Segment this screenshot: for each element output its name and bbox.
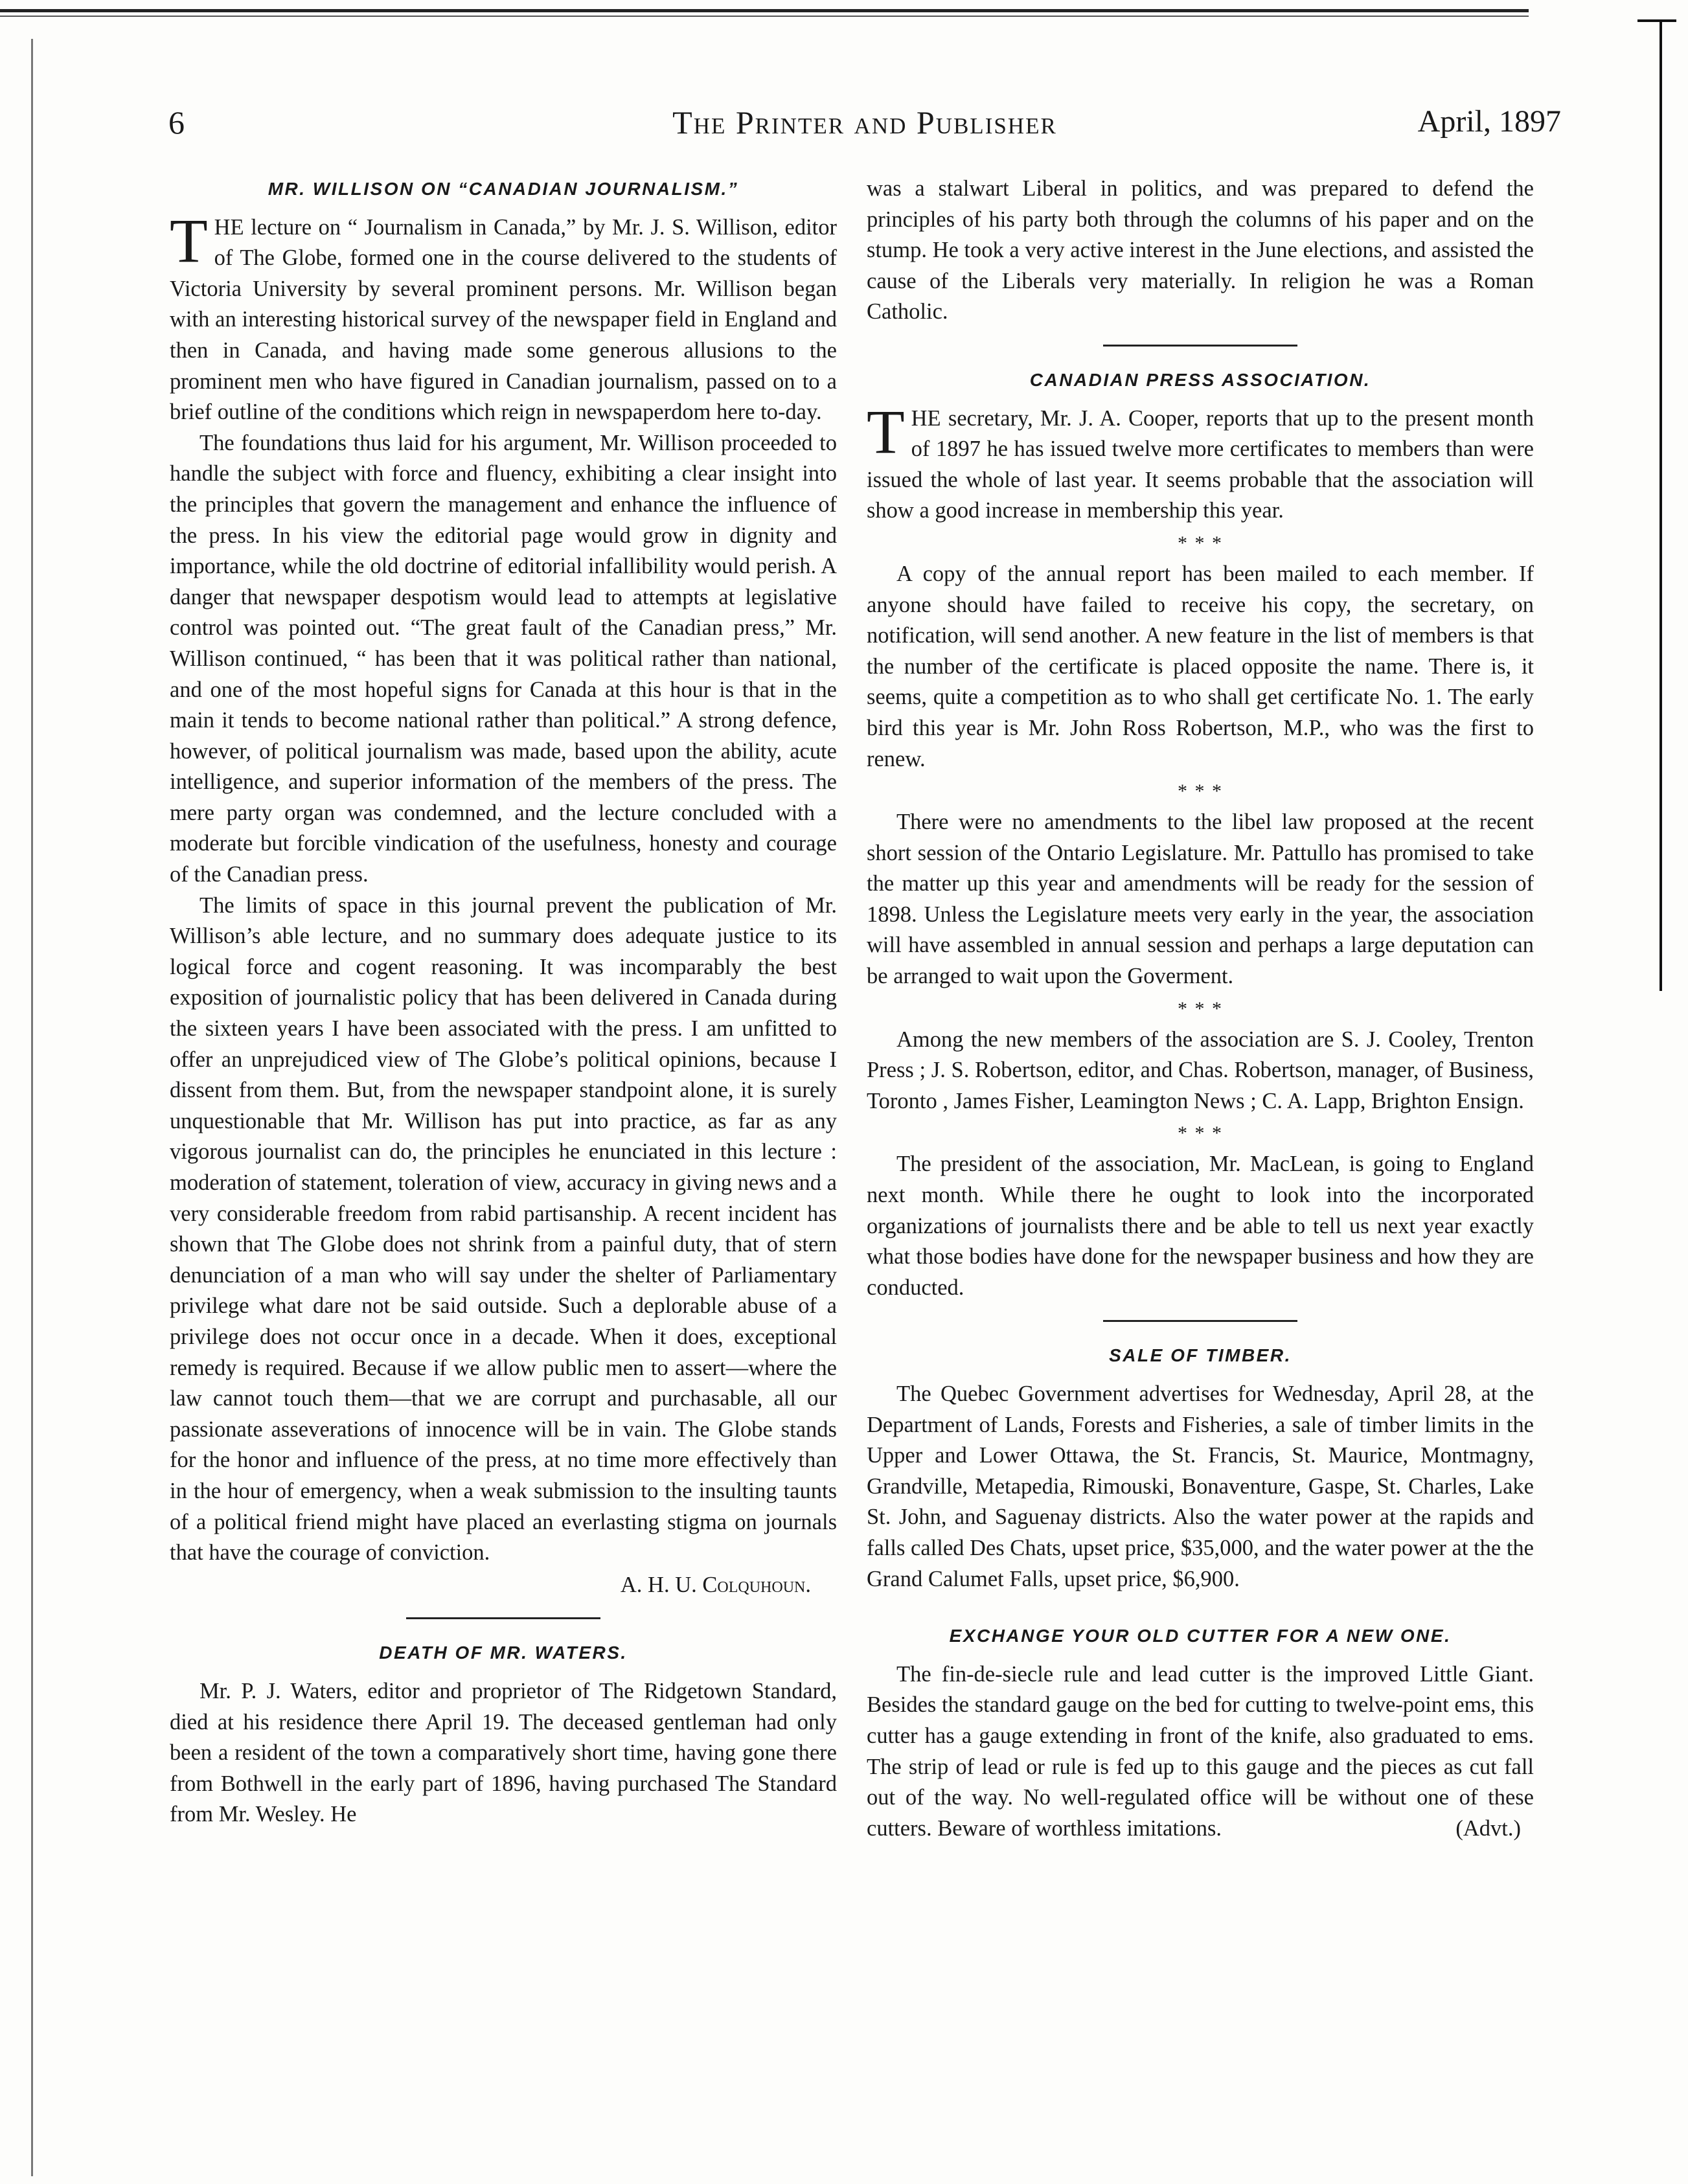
article-paragraph: There were no amendments to the libel law proposed at the recent short session of the Ontario Legislature. Mr. Pattullo has promised to take the matter up this year and amendments will be ready for the session of 1898. Unless the Legislature meets very early in the year, the association will have assembled in annual session and perhaps a large deputation can be arranged to wait upon the Goverment. — [867, 810, 1534, 989]
section-divider — [1103, 345, 1297, 347]
article-paragraph: The foundations thus laid for his argument, Mr. Willison proceeded to handle the subject with force and fluency, exhibiting a clear insight into the principles that govern the management and enhance the influence of the press. In his view the editorial page would grow in dignity and importance, while the old doctrine of editorial infallibility would perish. A danger that newspaper despotism would lead to attempts at legislative control was pointed out. “The great fault of the Canadian press,” Mr. Willison continued, “ has been that it was political rather than national, and one of the most hopeful signs for Canada at this hour is that in the main it tends to become national rather than political.” A strong defence, however, of political journalism was made, based upon the ability, acute intelligence, and superior information of the members of the press. The mere party organ was condemned, and the lecture concluded with a moderate but forcible vindication of the usefulness, honesty and courage of the Canadian press. — [170, 430, 837, 887]
asterism-separator: * * * — [1178, 1122, 1223, 1144]
article-paragraph-continued: was a stalwart Liberal in politics, and was prepared to defend the principles of his party both through the columns of his paper and on the stump. He took a very active interest in the June elections, and assisted the cause of the Liberals very materially. In religion he was a Roman Catholic. — [867, 176, 1534, 324]
section-divider — [1103, 1320, 1297, 1322]
article-heading-willison: MR. WILLISON ON “CANADIAN JOURNALISM.” — [268, 179, 739, 199]
article-paragraph: The Quebec Government advertises for Wednesday, April 28, at the Department of Lands, Forests and Fisheries, a sale of timber limits in the Upper and Lower Ottawa, the St. Francis, St. Maurice, Montmagny, Grandville, Metapedia, Rimouski, Bonaventure, Gaspe, St. Charles, Lake St. John, and Saguenay districts. Also the water power at the rapids and falls called Des Chats, upset price, $35,000, and the water power at the the Grand Calumet Falls, upset price, $6,900. — [867, 1382, 1534, 1591]
advertisement-mark: (Advt.) — [1455, 1815, 1521, 1841]
asterism-separator: * * * — [1178, 997, 1223, 1019]
article-paragraph — [867, 1659, 1534, 1845]
right-column — [867, 174, 1534, 1844]
article-paragraph — [170, 205, 837, 428]
top-border-rule-thin — [0, 16, 1529, 17]
left-column — [170, 174, 837, 1830]
paragraph-text: HE lecture on “ Journalism in Canada,” by Mr. J. S. Willison, editor of The Globe, formed one in the course delivered to the students of Victoria University by several prominent persons. Mr. Willison began with an interesting historical survey of the newspaper field in England and then in Canada, and having made some generous allusions to the prominent men who have figured in Canadian journalism, passed on to a brief outline of the conditions which reign in newspaperdom here to-day. — [170, 214, 837, 425]
left-page-edge — [31, 39, 33, 2176]
top-border-rule — [0, 9, 1529, 12]
asterism-separator: * * * — [1178, 780, 1223, 802]
article-heading-timber: SALE OF TIMBER. — [1109, 1345, 1292, 1366]
drop-cap: T — [867, 396, 905, 466]
article-paragraph: A copy of the annual report has been mailed to each member. If anyone should have failed to receive his copy, the secretary, on notification, will send another. A new feature in the list of members is that the number of the certificate is placed opposite the name. There is, it seems, quite a competition as to who shall get certificate No. 1. The early bird this year is Mr. John Ross Robertson, M.P., who was the first to renew. — [867, 561, 1534, 771]
article-heading-waters: DEATH OF MR. WATERS. — [379, 1643, 628, 1663]
drop-cap: T — [170, 205, 208, 275]
article-paragraph: Mr. P. J. Waters, editor and proprietor of The Ridgetown Standard, died at his residence there April 19. The deceased gentleman had only been a resident of the town a comparatively short time, having gone there from Bothwell in the early part of 1896, having purchased The Standard from Mr. Wesley. He — [170, 1678, 837, 1827]
spacer — [867, 1595, 1534, 1621]
article-heading-cutter: EXCHANGE YOUR OLD CUTTER FOR A NEW ONE. — [949, 1626, 1452, 1646]
section-divider — [406, 1617, 600, 1619]
article-paragraph: Among the new members of the association are S. J. Cooley, Trenton Press ; J. S. Robertson, editor, and Chas. Robertson, manager, of Business, Toronto , James Fisher, Leamington News ; C. A. Lapp, Brighton Ensign. — [867, 1027, 1534, 1113]
page-header — [168, 104, 1561, 155]
publication-title: The Printer and Publisher — [672, 104, 1057, 141]
article-paragraph — [867, 396, 1534, 527]
issue-date: April, 1897 — [1417, 104, 1561, 139]
paragraph-text: HE secretary, Mr. J. A. Cooper, reports that up to the present month of 1897 he has issued twelve more certificates to members than were issued the whole of last year. It seems probable that the association will show a good increase in membership this year. — [867, 405, 1534, 523]
binding-bar-cap — [1637, 19, 1676, 22]
author-signature: A. H. U. Colquhoun. — [620, 1572, 811, 1597]
asterism-separator: * * * — [1178, 532, 1223, 554]
article-paragraph: The president of the association, Mr. MacLean, is going to England next month. While there he ought to look into the incorporated organizations of journalists there and be able to tell us next year exactly what those bodies have done for the newspaper business and how they are conducted. — [867, 1152, 1534, 1300]
binding-bar — [1659, 19, 1662, 991]
page-number: 6 — [168, 104, 185, 141]
paragraph-text: The fin-de-siecle rule and lead cutter is the improved Little Giant. Besides the standard gauge on the bed for cutting to twelve-point ems, this cutter has a gauge extending in front of the knife, also graduated to ems. The strip of lead or rule is fed up to this gauge and the pieces as cut fall out of the way. No well-regulated office will be without one of these cutters. Beware of worthless imitations. — [867, 1661, 1534, 1841]
article-heading-cpa: CANADIAN PRESS ASSOCIATION. — [1029, 369, 1371, 390]
article-paragraph: The limits of space in this journal prevent the publication of Mr. Willison’s able lecture, and no summary does adequate justice to its logical force and cogent reasoning. It was incomparably the best exposition of journalistic policy that has been delivered in Canada during the sixteen years I have been associated with the press. I am unfitted to offer an unprejudiced view of The Globe’s political opinions, because I dissent from them. But, from the newspaper standpoint alone, it is surely unquestionable that Mr. Willison has put into practice, as far as any vigorous journalist can do, the principles he enunciated in this lecture : moderation of statement, toleration of view, accuracy in giving news and a very considerable freedom from rabid partisanship. A recent incident has shown that The Globe does not shrink from a painful duty, that of stern denunciation of a man who will say under the shelter of Parliamentary privilege what dare not be said outside. Such a deplorable abuse of a privilege does not occur once in a decade. When it does, exceptional remedy is required. Because if we allow public men to assert—where the law cannot touch them—that we are corrupt and purchasable, all our passionate asseverations of innocence will be in vain. The Globe stands for the honor and influence of the press, at no time more effectively than in the hour of emergency, when a weak submission to the insulting taunts of a political friend might have placed an everlasting stigma on journals that have the courage of conviction. — [170, 893, 837, 1565]
